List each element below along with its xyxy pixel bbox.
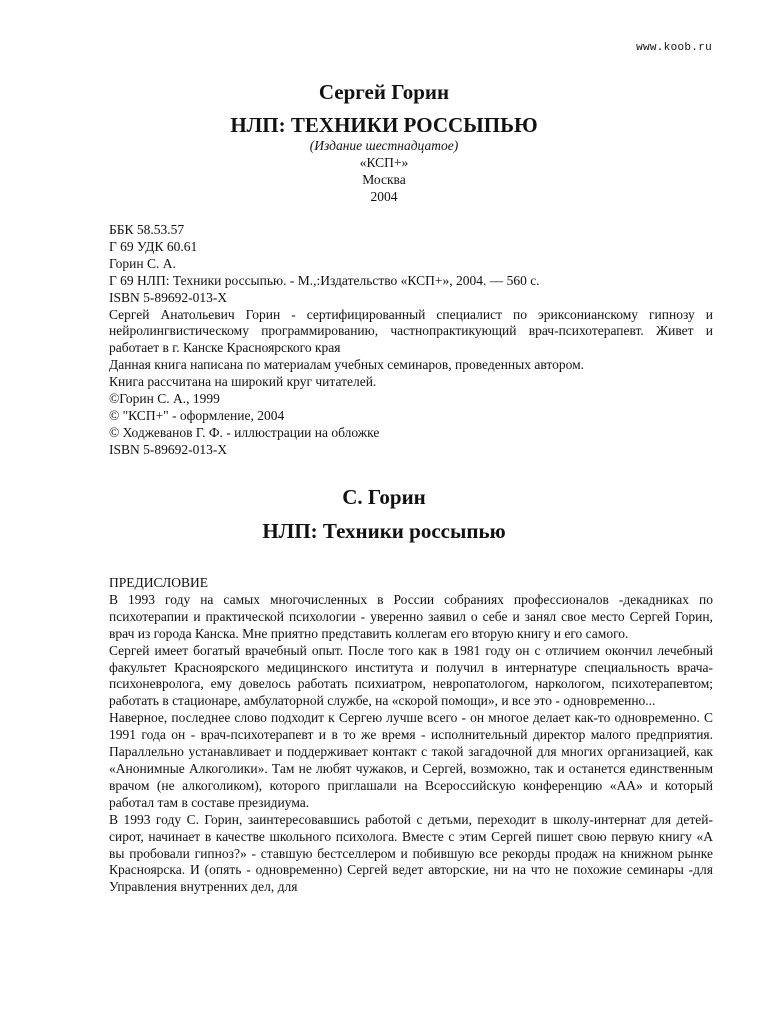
author-short-line: Горин С. А. (109, 255, 176, 271)
preface-paragraph: В 1993 году на самых многочисленных в России собраниях профессионалов -декадниках по психотерапии и практической психологии - уверенно заявил о себе и занял свое место Сергей Горин, врач из города Канска. Мне приятно представить коллегам его вторую книгу и его самого. (109, 591, 713, 641)
city: Москва (362, 172, 406, 187)
preface-paragraph: Наверное, последнее слово подходит к Сергею лучше всего - он многое делает как-то одновременно. С 1991 года он - врач-психотерапевт и в то же время - исполнительный директор малого предприятия. Параллельно устанавливает и поддерживает контакт с такой загадочной для многих организацией, как «Анонимные Алкоголики». Там не любят чужаков, и Сергей, возможно, так и останется единственным врачом (не алкоголиком), которого приглашали на Всероссийскую конференцию «АА» и который работал там в составе президиума. (109, 710, 713, 810)
book-author: Сергей Горин (318, 80, 450, 104)
site-url[interactable]: www.koob.ru (636, 42, 712, 54)
preface-paragraph: В 1993 году С. Горин, заинтересовавшись работой с детьми, переходит в школу-интернат для детей-сирот, начинает в качестве школьного психолога. Вместе с этим Сергей пишет свою первую книгу «А вы пробовали гипноз?» - ставшую бестселлером и побившую все рекорды продаж на книжном рынке Красноярска. И (опять - одновременно) Сергей ведет авторские, ни на что не похожие семинары -для Управления внутренних дел, для (109, 811, 713, 895)
preface (109, 575, 713, 896)
bbk-line: ББК 58.53.57 (109, 222, 185, 237)
edition-note: (Издание шестнадцатое) (309, 138, 459, 153)
second-author: С. Горин (342, 485, 426, 509)
preface-heading: ПРЕДИСЛОВИЕ (109, 575, 209, 590)
publisher: «КСП+» (359, 155, 409, 170)
bibliographic-block (109, 222, 713, 459)
copyright-author: ©Горин С. А., 1999 (109, 391, 220, 407)
audience-line: Книга рассчитана на широкий круг читателей. (109, 374, 377, 390)
book-title: НЛП: ТЕХНИКИ РОССЫПЬЮ (230, 113, 538, 137)
author-bio: Сергей Анатольевич Горин - сертифицированный специалист по эриксонианскому гипнозу и нейролингвистическому программированию, частнопрактикующий врач-психотерапевт. Живет и работает в г. Канске Красноярского края (109, 306, 713, 356)
copyright-design: © "КСП+" - оформление, 2004 (109, 407, 285, 423)
isbn-line-2: ISBN 5-89692-013-X (109, 441, 228, 457)
year: 2004 (370, 189, 398, 204)
note-line: Данная книга написана по материалам учебных семинаров, проведенных автором. (109, 357, 585, 373)
citation-line: Г 69 НЛП: Техники россыпью. - М.,:Издательство «КСП+», 2004. — 560 с. (109, 272, 540, 288)
preface-paragraph: Сергей имеет богатый врачебный опыт. После того как в 1981 году он с отличием окончил лечебный факультет Красноярского медицинского института и получил в интернатуре специальность врача-психоневролога, ему довелось работать психиатром, невропатологом, наркологом, психотерапевтом; работать в стационаре, амбулаторной службе, на «скорой помощи», и все это - одновременно... (109, 642, 713, 709)
copyright-illustrations: © Ходжеванов Г. Ф. - иллюстрации на обложке (109, 424, 380, 440)
udk-line: Г 69 УДК 60.61 (109, 238, 198, 254)
second-title: НЛП: Техники россыпью (262, 519, 506, 543)
isbn-line: ISBN 5-89692-013-X (109, 289, 228, 305)
